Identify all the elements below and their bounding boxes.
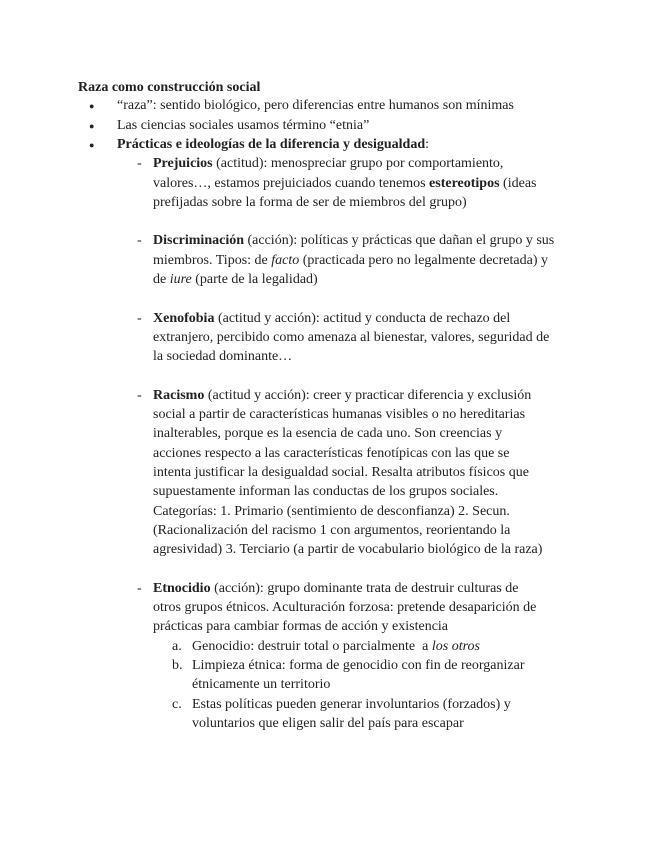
text-run: social a partir de características humanas visibles o no hereditarias: [153, 407, 526, 423]
section-title: Raza como construcción social: [78, 80, 261, 95]
text-run: la sociedad dominante…: [153, 349, 293, 365]
text-run: supuestamente informan las conductas de los grupos sociales.: [153, 484, 499, 500]
list-item-xenofobia-line: [153, 328, 549, 347]
list-item-racismo-line: [153, 540, 542, 559]
list-item-xenofobia-line: [153, 309, 510, 328]
bold-term: Etnocidio: [153, 580, 211, 596]
text-run: prácticas para cambiar formas de acción y existencia: [153, 619, 449, 635]
list-item-racismo-line: [153, 386, 531, 405]
text-run: Las ciencias sociales usamos término “etnia”: [117, 117, 370, 133]
sub-item-marker: c.: [172, 696, 182, 712]
dash-marker: -: [137, 387, 142, 403]
dash-marker: -: [137, 233, 142, 249]
list-item-racismo-line: [153, 482, 498, 501]
bold-term: Discriminación: [153, 233, 244, 249]
list-item-prejuicios-line: [153, 193, 467, 212]
text-run: “raza”: sentido biológico, pero diferencias entre humanos son mínimas: [117, 98, 514, 114]
text-run: étnicamente un territorio: [192, 677, 331, 693]
text-run: (actitud): menospreciar grupo por comportamiento,: [212, 156, 504, 172]
text-run: de: [153, 272, 170, 288]
text-run: Genocidio: destruir total o parcialmente a: [192, 638, 432, 654]
sub-item-marker: a.: [172, 638, 182, 654]
text-run: (actitud y acción): actitud y conducta de rechazo del: [214, 310, 511, 326]
bold-term: Xenofobia: [153, 310, 215, 326]
sub-item-line: [192, 637, 480, 656]
text-run: acciones respecto a las características fenotípicas con las que se: [153, 445, 510, 461]
list-item-discriminacion-line: [153, 251, 548, 270]
italic-text: facto: [271, 252, 300, 268]
text-run: agresividad) 3. Terciario (a partir de vocabulario biológico de la raza): [153, 542, 543, 558]
text-run: inalterables, porque es la esencia de cada uno. Son creencias y: [153, 426, 503, 442]
dash-marker: -: [137, 310, 142, 326]
bullet-item-line: [117, 116, 369, 135]
bold-term: Prejuicios: [153, 156, 213, 172]
bold-term: Prácticas e ideologías de la diferencia y desigualdad: [117, 136, 426, 152]
list-item-racismo-line: [153, 463, 529, 482]
text-run: intenta justificar la desigualdad social. Resalta atributos físicos que: [153, 465, 529, 481]
text-run: (acción): grupo dominante trata de destruir culturas de: [210, 580, 519, 596]
text-run: prefijadas sobre la forma de ser de miembros del grupo): [153, 194, 467, 210]
text-run: (ideas: [499, 175, 537, 191]
list-item-racismo-line: [153, 424, 502, 443]
sub-item-line: [192, 714, 464, 733]
list-item-prejuicios-line: [153, 174, 536, 193]
list-item-etnocidio-line: [153, 579, 518, 598]
list-item-racismo-line: [153, 521, 510, 540]
list-item-discriminacion-line: [153, 231, 554, 250]
list-item-discriminacion-line: [153, 270, 318, 289]
list-item-racismo-line: [153, 502, 510, 521]
text-run: (actitud y acción): creer y practicar diferencia y exclusión: [204, 387, 532, 403]
italic-text: iure: [169, 272, 192, 288]
list-item-racismo-line: [153, 444, 509, 463]
dash-marker: -: [137, 156, 142, 172]
dash-marker: -: [137, 580, 142, 596]
sub-item-line: [192, 656, 524, 675]
bullet-icon: ●: [89, 120, 95, 131]
list-item-etnocidio-line: [153, 617, 448, 636]
bullet-icon: ●: [89, 139, 95, 150]
bold-term: Racismo: [153, 387, 205, 403]
text-run: (acción): políticas y prácticas que dañan el grupo y sus: [244, 233, 555, 249]
text-run: Estas políticas pueden generar involuntarios (forzados) y: [192, 696, 511, 712]
text-run: otros grupos étnicos. Aculturación forzosa: pretende desaparición de: [153, 600, 537, 616]
text-run: (parte de la legalidad): [191, 272, 318, 288]
text-run: Categorías: 1. Primario (sentimiento de desconfianza) 2. Secun.: [153, 503, 510, 519]
list-item-prejuicios-line: [153, 154, 503, 173]
text-run: Limpieza étnica: forma de genocidio con fin de reorganizar: [192, 658, 525, 674]
text-run: voluntarios que eligen salir del país para escapar: [192, 715, 464, 731]
sub-item-line: [192, 675, 330, 694]
text-run: extranjero, percibido como amenaza al bienestar, valores, seguridad de: [153, 329, 550, 345]
bullet-icon: ●: [89, 101, 95, 112]
text-run: (practicada pero no legalmente decretada) y: [299, 252, 548, 268]
text-run: miembros. Tipos: de: [153, 252, 272, 268]
text-run: :: [425, 136, 430, 152]
list-item-etnocidio-line: [153, 598, 536, 617]
italic-text: los otros: [431, 638, 480, 654]
bullet-item-line: [117, 96, 514, 115]
list-item-xenofobia-line: [153, 347, 292, 366]
text-run: (Racionalización del racismo 1 con argumentos, reorientando la: [153, 522, 511, 538]
text-run: valores…, estamos prejuiciados cuando tenemos: [153, 175, 430, 191]
sub-item-line: [192, 695, 511, 714]
bullet-item-line: [117, 135, 429, 154]
sub-item-marker: b.: [172, 658, 183, 674]
bold-term: estereotipos: [429, 175, 500, 191]
list-item-racismo-line: [153, 405, 525, 424]
